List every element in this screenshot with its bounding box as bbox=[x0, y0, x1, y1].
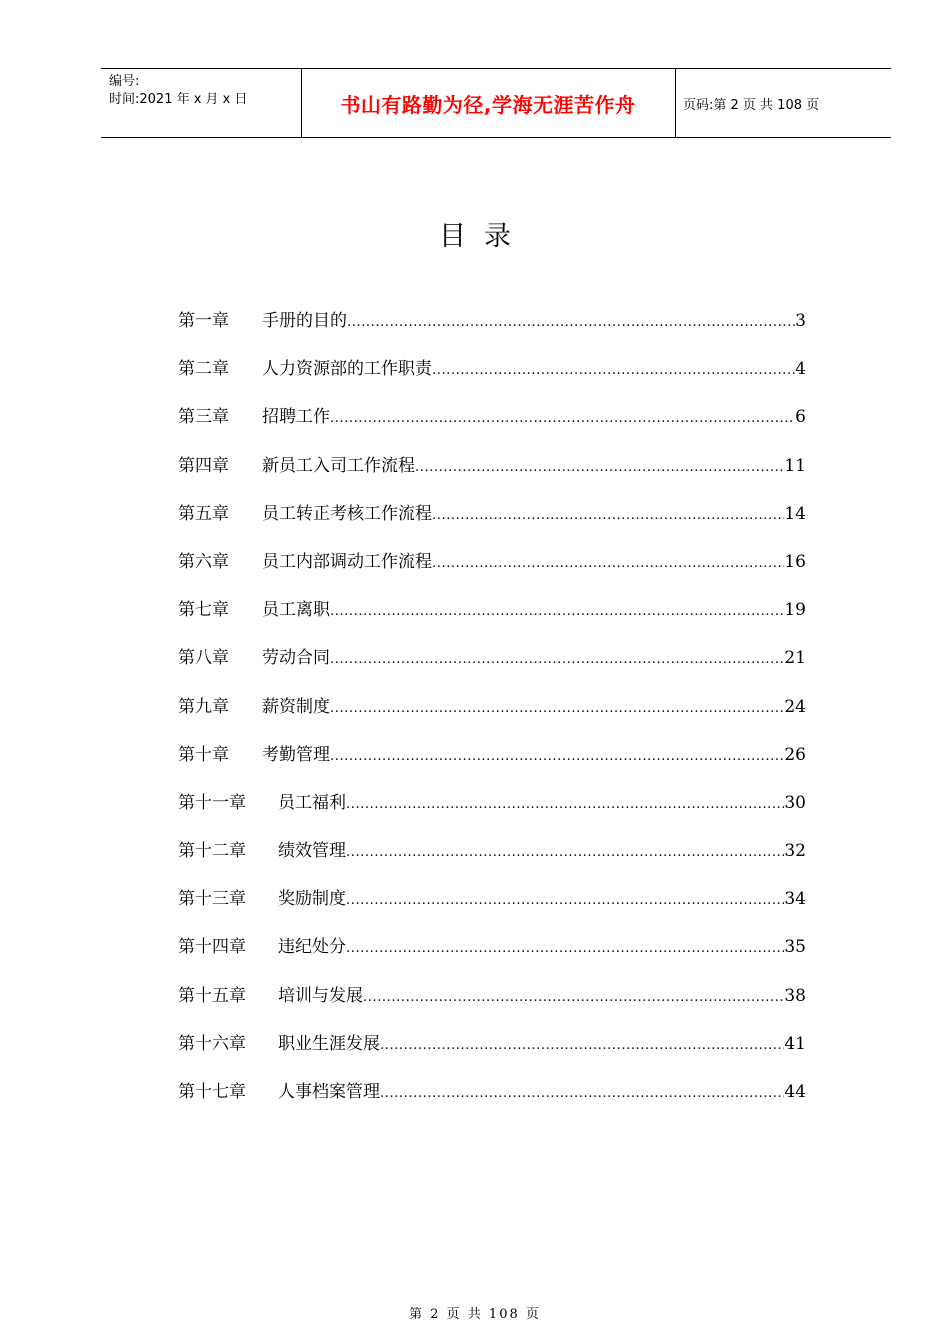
toc-chapter-title: 员工内部调动工作流程 bbox=[262, 551, 432, 572]
page-header bbox=[101, 68, 891, 138]
toc-page-number: 38 bbox=[784, 985, 806, 1006]
toc-leader-dots bbox=[346, 797, 784, 812]
toc-chapter-number: 第十四章 bbox=[178, 937, 246, 958]
toc-page-number: 21 bbox=[784, 648, 806, 669]
toc-entry[interactable] bbox=[178, 402, 806, 450]
toc-leader-dots bbox=[346, 941, 784, 956]
header-meta bbox=[109, 73, 248, 109]
document-date-label: 时间:2021 年 x 月 x 日 bbox=[109, 92, 248, 107]
toc-chapter-number: 第十一章 bbox=[178, 792, 246, 813]
toc-chapter-number: 第十六章 bbox=[178, 1033, 246, 1054]
toc-chapter-title: 培训与发展 bbox=[278, 985, 363, 1006]
toc-chapter-title: 员工离职 bbox=[262, 600, 330, 621]
toc-page-number: 14 bbox=[784, 503, 806, 524]
toc-leader-dots bbox=[380, 1038, 784, 1053]
toc-chapter-number: 第五章 bbox=[178, 503, 229, 524]
toc-chapter-title: 招聘工作 bbox=[262, 407, 330, 428]
toc-chapter-title: 考勤管理 bbox=[262, 744, 330, 765]
toc-entry[interactable] bbox=[178, 643, 806, 691]
toc-page-number: 4 bbox=[795, 359, 806, 380]
toc-leader-dots bbox=[363, 990, 784, 1005]
document-number-label: 编号: bbox=[109, 74, 140, 89]
toc-page-number: 16 bbox=[784, 551, 806, 572]
toc-chapter-number: 第十章 bbox=[178, 744, 229, 765]
toc-chapter-title: 绩效管理 bbox=[278, 841, 346, 862]
toc-chapter-number: 第十七章 bbox=[178, 1082, 246, 1102]
toc-chapter-number: 第十二章 bbox=[178, 841, 246, 862]
table-of-contents bbox=[178, 306, 806, 1125]
toc-chapter-number: 第八章 bbox=[178, 648, 229, 669]
toc-chapter-title: 人事档案管理 bbox=[278, 1082, 380, 1102]
toc-chapter-number: 第二章 bbox=[178, 359, 229, 380]
toc-leader-dots bbox=[432, 556, 784, 571]
toc-leader-dots bbox=[330, 701, 784, 716]
toc-chapter-number: 第十三章 bbox=[178, 889, 246, 910]
toc-page-number: 30 bbox=[784, 792, 806, 813]
toc-leader-dots bbox=[432, 508, 784, 523]
toc-entry[interactable] bbox=[178, 981, 806, 1029]
toc-entry[interactable] bbox=[178, 354, 806, 402]
toc-chapter-title: 手册的目的 bbox=[262, 311, 347, 331]
toc-leader-dots bbox=[330, 749, 784, 764]
toc-entry[interactable] bbox=[178, 1029, 806, 1077]
toc-chapter-title: 人力资源部的工作职责 bbox=[262, 359, 432, 380]
toc-entry[interactable] bbox=[178, 932, 806, 980]
toc-entry[interactable] bbox=[178, 836, 806, 884]
toc-title: 目录 bbox=[439, 221, 529, 252]
toc-chapter-title: 劳动合同 bbox=[262, 648, 330, 669]
toc-page-number: 32 bbox=[784, 841, 806, 862]
toc-leader-dots bbox=[380, 1086, 784, 1101]
toc-chapter-number: 第四章 bbox=[178, 455, 229, 476]
toc-chapter-title: 员工转正考核工作流程 bbox=[262, 503, 432, 524]
toc-entry[interactable] bbox=[178, 740, 806, 788]
toc-leader-dots bbox=[330, 652, 784, 667]
toc-page-number: 3 bbox=[795, 311, 806, 331]
toc-chapter-number: 第七章 bbox=[178, 600, 229, 621]
toc-page-number: 11 bbox=[784, 455, 806, 476]
toc-chapter-number: 第三章 bbox=[178, 407, 229, 428]
toc-chapter-number: 第九章 bbox=[178, 696, 229, 717]
toc-entry[interactable] bbox=[178, 451, 806, 499]
toc-chapter-title: 职业生涯发展 bbox=[278, 1033, 380, 1054]
toc-entry[interactable] bbox=[178, 884, 806, 932]
toc-entry[interactable] bbox=[178, 595, 806, 643]
toc-chapter-number: 第六章 bbox=[178, 551, 229, 572]
toc-chapter-number: 第一章 bbox=[178, 311, 229, 331]
page-footer: 第 2 页 共 108 页 bbox=[409, 1307, 541, 1322]
toc-leader-dots bbox=[346, 893, 784, 908]
toc-leader-dots bbox=[346, 845, 784, 860]
toc-leader-dots bbox=[432, 363, 795, 378]
toc-entry[interactable] bbox=[178, 306, 806, 354]
toc-page-number: 6 bbox=[795, 407, 806, 428]
toc-entry[interactable] bbox=[178, 788, 806, 836]
toc-entry[interactable] bbox=[178, 1077, 806, 1125]
toc-chapter-title: 员工福利 bbox=[278, 792, 346, 813]
toc-leader-dots bbox=[330, 411, 795, 426]
toc-leader-dots bbox=[330, 604, 784, 619]
toc-page-number: 34 bbox=[784, 889, 806, 910]
toc-page-number: 41 bbox=[784, 1033, 806, 1054]
toc-leader-dots bbox=[347, 315, 795, 330]
toc-chapter-title: 奖励制度 bbox=[278, 889, 346, 910]
toc-chapter-number: 第十五章 bbox=[178, 985, 246, 1006]
toc-chapter-title: 违纪处分 bbox=[278, 937, 346, 958]
toc-page-number: 24 bbox=[784, 696, 806, 717]
toc-leader-dots bbox=[415, 460, 784, 475]
header-divider bbox=[675, 69, 676, 137]
toc-entry[interactable] bbox=[178, 547, 806, 595]
toc-chapter-title: 薪资制度 bbox=[262, 696, 330, 717]
header-page-info: 页码:第 2 页 共 108 页 bbox=[683, 97, 820, 113]
toc-page-number: 44 bbox=[784, 1082, 806, 1102]
toc-page-number: 19 bbox=[784, 600, 806, 621]
toc-page-number: 26 bbox=[784, 744, 806, 765]
toc-chapter-title: 新员工入司工作流程 bbox=[262, 455, 415, 476]
toc-page-number: 35 bbox=[784, 937, 806, 958]
header-motto: 书山有路勤为径,学海无涯苦作舟 bbox=[340, 92, 636, 117]
toc-entry[interactable] bbox=[178, 499, 806, 547]
toc-entry[interactable] bbox=[178, 692, 806, 740]
